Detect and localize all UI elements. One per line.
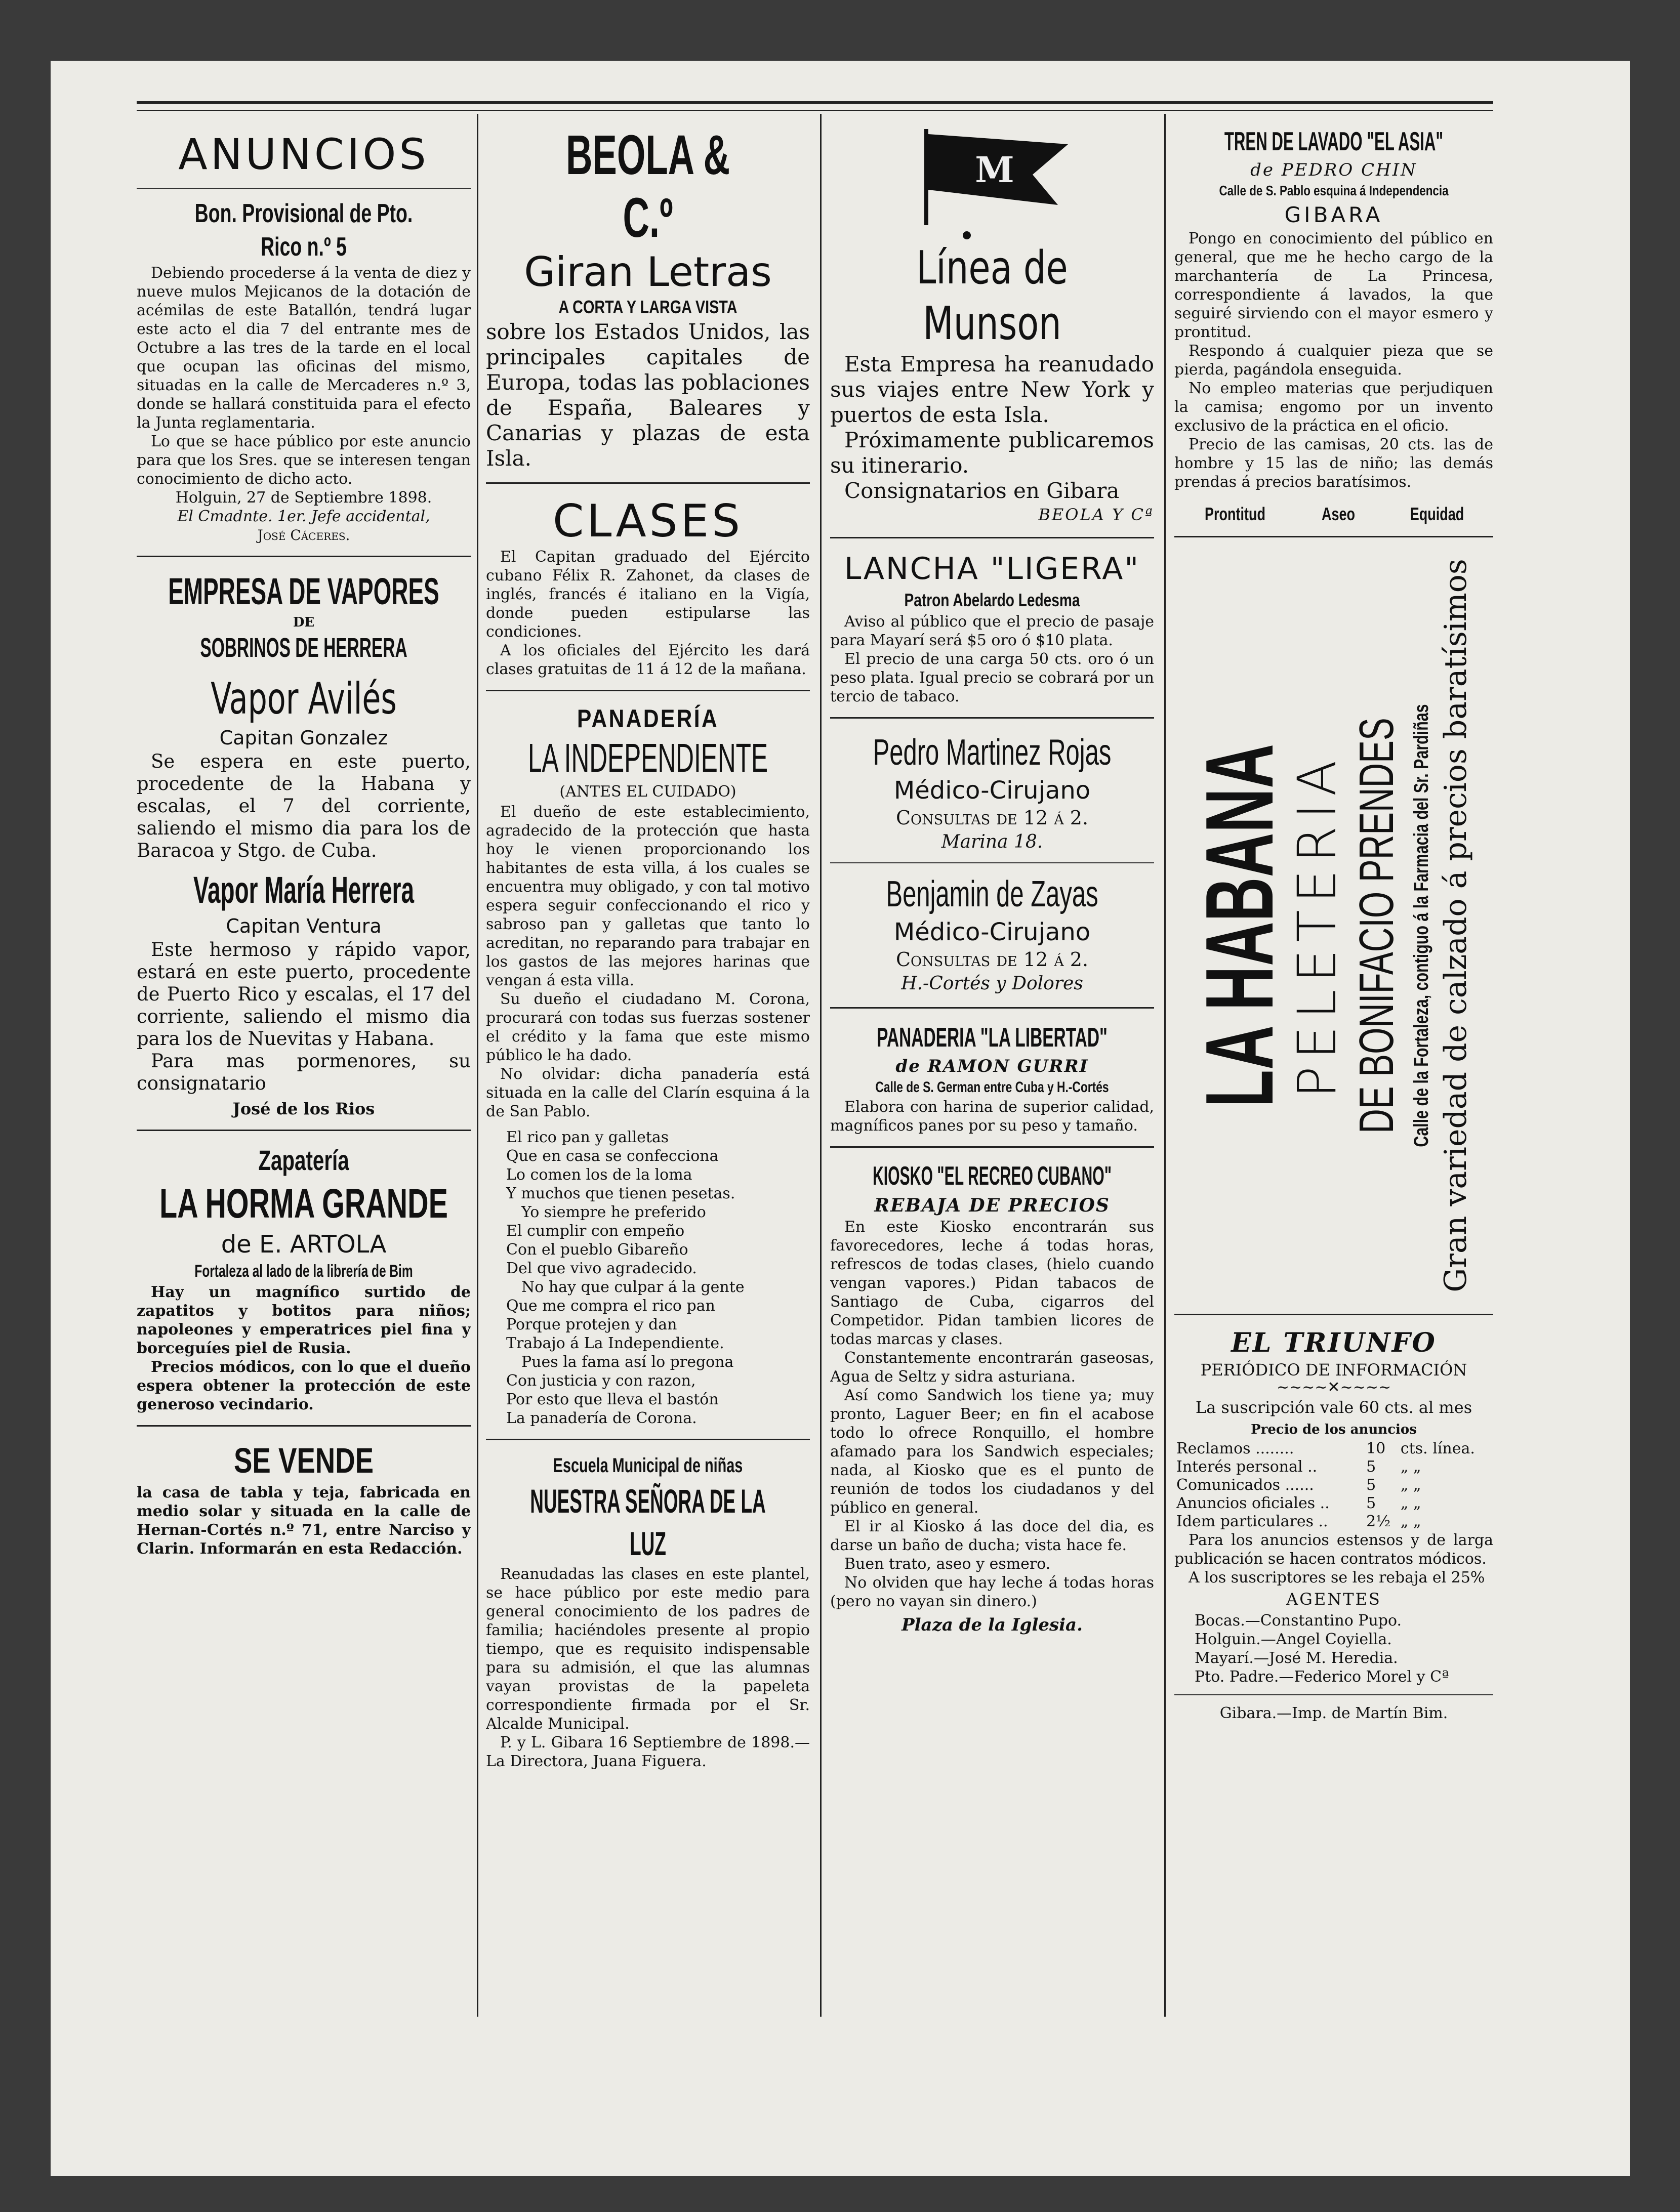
column-rule xyxy=(477,114,478,2017)
tren-title: TREN DE LAVADO "EL ASIA" xyxy=(1224,127,1444,156)
bon-title: Bon. Provisional de Pto. Rico n.º 5 xyxy=(194,199,413,262)
clases-text: El Capitan graduado del Ejército cubano Félix R. Zahonet, da clases de inglés, francés é italiano en la Vigía, donde pueden estipularse las condiciones. xyxy=(486,548,810,641)
price-row xyxy=(1174,1494,1493,1513)
habana-peleteria: PELETERIA xyxy=(1286,753,1348,1098)
escuela-name: NUESTRA SEÑORA DE LA LUZ xyxy=(530,1482,766,1562)
column-1 xyxy=(137,124,471,2017)
tren-city: GIBARA xyxy=(1284,202,1383,227)
price-value: 10 xyxy=(1366,1440,1386,1457)
escuela-date: P. y L. Gibara 16 Septiembre de 1898.—La Directora, Juana Figuera. xyxy=(486,1734,810,1770)
se-vende-title: SE VENDE xyxy=(233,1441,374,1480)
tren-text: No empleo materias que perjudiquen la camisa; engomo por un invento exclusivo de la práctica en el oficio. xyxy=(1174,380,1493,435)
tren-address: Calle de S. Pablo esquina á Independencia xyxy=(1219,183,1449,198)
kiosko-text: Constantemente encontrarán gaseosas, Agua de Seltz y sidra asturiana. xyxy=(830,1349,1154,1386)
beola-text: sobre los Estados Unidos, las principales capitales de Europa, todas las poblaciones de España, Baleares y Canarias y plazas de esta Isla. xyxy=(486,319,810,471)
lancha-title: LANCHA "LIGERA" xyxy=(844,551,1140,587)
bon-date: Holguin, 27 de Septiembre 1898. xyxy=(175,489,432,507)
tren-text: Pongo en conocimiento del público en general, que me he hecho cargo de la marchantería de La Princesa, correspondiente á lavados, la que seguiré sirviendo con el mayor esmero y prontitud. xyxy=(1174,230,1493,341)
habana-variety: Gran variedad de calzado á precios baratísimos xyxy=(1438,559,1473,1292)
agentes-heading: AGENTES xyxy=(1286,1590,1381,1609)
poem-line: Y muchos que tienen pesetas. xyxy=(506,1185,735,1202)
benjamin-role: Médico-Cirujano xyxy=(893,918,1091,946)
poem-line: Que en casa se confecciona xyxy=(506,1147,719,1165)
poem-line: No hay que culpar á la gente xyxy=(521,1278,745,1296)
price-unit: „ „ xyxy=(1400,1476,1421,1494)
price-item: Interés personal .. xyxy=(1176,1458,1318,1476)
triunfo-text: A los suscriptores se les rebaja el 25% xyxy=(1189,1569,1485,1587)
price-unit: „ „ xyxy=(1400,1458,1421,1476)
poem-line: La panadería de Corona. xyxy=(506,1409,697,1427)
habana-title: LA HABANA xyxy=(1186,743,1293,1108)
zapateria-text: Hay un magnífico surtido de zapatitos y botitos para niños; napoleones y emperatrices piel fina y borceguíes piel de Rusia. xyxy=(137,1283,471,1357)
agente: Mayarí.—José M. Heredia. xyxy=(1195,1649,1398,1667)
motto-word: Aseo xyxy=(1321,504,1355,524)
column-2 xyxy=(486,124,810,2017)
price-item: Reclamos ........ xyxy=(1176,1440,1294,1457)
price-value: 5 xyxy=(1366,1476,1376,1494)
pedro-name: Pedro Martinez Rojas xyxy=(873,732,1112,773)
price-item: Comunicados ...... xyxy=(1176,1476,1314,1494)
panaderia-antes: (ANTES EL CUIDADO) xyxy=(559,783,736,801)
libertad-text: Elabora con harina de superior calidad, magníficos panes por su peso y tamaño. xyxy=(830,1098,1154,1135)
munson-text: Próximamente publicaremos su itinerario. xyxy=(830,428,1154,478)
panaderia-text: Su dueño el ciudadano M. Corona, procurará con todas sus fuerzas sostener el crédito y la fama que este mismo público le ha dado. xyxy=(486,990,810,1064)
column-rule xyxy=(820,114,822,2017)
aviles-captain: Capitan Gonzalez xyxy=(219,727,388,749)
agente: Pto. Padre.—Federico Morel y Cª xyxy=(1195,1668,1449,1686)
aviles-title: Vapor Avilés xyxy=(211,674,397,724)
libertad-address: Calle de S. German entre Cuba y H.-Cortés xyxy=(875,1079,1109,1096)
beola-title: BEOLA & C.º xyxy=(565,124,730,249)
triunfo-subtitle: PERIÓDICO DE INFORMACIÓN xyxy=(1200,1360,1467,1380)
maria-text: Este hermoso y rápido vapor, estará en este puerto, procedente de Puerto Rico y escalas, el 17 del corriente, saliendo el mismo dia para los de Nuevitas y Habana. xyxy=(137,939,471,1050)
lancha-text: Aviso al público que el precio de pasaje para Mayarí será $5 oro ó $10 plata. xyxy=(830,613,1154,649)
kiosko-text: Así como Sandwich los tiene ya; muy pronto, Laguer Beer; en fin el acabose todo lo ofrece Ronquillo, el hombre afamado para los Sandwich especiales; nada, al Kiosko que es el punto de reunión de todos los ciudadanos y del público en general. xyxy=(830,1387,1154,1517)
poem-line: El rico pan y galletas xyxy=(506,1129,669,1146)
price-row xyxy=(1174,1513,1493,1531)
motto-word: Prontitud xyxy=(1204,504,1265,524)
habana-advertisement xyxy=(1174,549,1493,1303)
bon-text: Debiendo procederse á la venta de diez y nueve mulos Mejicanos de la dotación de acémilas de este Batallón, tendrá lugar este acto el dia 7 del entrante mes de Octubre a las tres de la tarde en el local que ocupan las oficinas del mismo, situadas en la calle de Mercaderes n.º 3, donde se hallará constituida para el efecto la Junta reglamentaria. xyxy=(137,264,471,432)
tren-text: Precio de las camisas, 20 cts. las de hombre y 15 las de niño; las demás prendas á precios baratísimos. xyxy=(1174,436,1493,491)
precio-heading: Precio de los anuncios xyxy=(1251,1422,1417,1437)
poem-line: Pues la fama así lo pregona xyxy=(521,1353,734,1371)
anuncios-heading: ANUNCIOS xyxy=(178,130,429,179)
price-value: 5 xyxy=(1366,1458,1376,1476)
munson-text: Esta Empresa ha reanudado sus viajes entre New York y puertos de esta Isla. xyxy=(830,352,1154,427)
price-row xyxy=(1174,1440,1493,1458)
maria-signature: José de los Rios xyxy=(232,1099,375,1118)
motto-word: Equidad xyxy=(1410,504,1464,524)
maria-captain: Capitan Ventura xyxy=(226,915,382,937)
kiosko-title: KIOSKO "EL RECREO CUBANO" xyxy=(872,1161,1112,1191)
benjamin-name: Benjamin de Zayas xyxy=(886,874,1098,914)
flag-letter: M xyxy=(975,149,1014,191)
newspaper-page xyxy=(137,101,1493,2027)
poem-line: Yo siempre he preferido xyxy=(521,1203,706,1221)
poem-line: Porque protejen y dan xyxy=(506,1316,677,1333)
price-unit: „ „ xyxy=(1400,1494,1421,1512)
maria-text: Para mas pormenores, su consignatario xyxy=(137,1050,471,1094)
bon-jefe: El Cmadnte. 1er. Jefe accidental, xyxy=(177,508,430,525)
habana-address: Calle de la Fortaleza, contiguo á la Farmacia del Sr. Pardiñas xyxy=(1410,704,1432,1147)
panaderia-text: El dueño de este establecimiento, agradecido de la protección que hasta hoy le vienen proporcionando los habitantes de esta villa, á los cuales se encuentra muy obligado, y con tal motivo espera seguir confeccionando el rico y sabroso pan y galletas que tanto lo acreditan, no reparando para trabajar en los gastos de las mejores harinas que vengan á esta villa. xyxy=(486,803,810,989)
zapateria-owner: de E. ARTOLA xyxy=(221,1230,387,1259)
pedro-address: Marina 18. xyxy=(941,831,1043,852)
munson-text: Consignatarios en Gibara xyxy=(844,478,1120,503)
zapateria-address: Fortaleza al lado de la librería de Bim xyxy=(194,1262,413,1281)
giran-letras: Giran Letras xyxy=(524,248,772,296)
libertad-title: PANADERIA "LA LIBERTAD" xyxy=(877,1022,1108,1053)
benjamin-consultas: Consultas de 12 á 2. xyxy=(895,948,1089,971)
kiosko-text: En este Kiosko encontrarán sus favorecedores, leche á todas horas, refrescos de todas clases, (hielo cuando vengan vapores.) Pidan tabacos de Santiago de Cuba, cigarros del Competidor. Pidan tambien licores de todas marcas y clases. xyxy=(830,1218,1154,1348)
column-rule xyxy=(1164,114,1166,2017)
poem-line: Lo comen los de la loma xyxy=(506,1166,692,1184)
munson-flag-icon xyxy=(906,124,1078,240)
poem-line: Con justicia y con razon, xyxy=(506,1372,696,1390)
price-unit: „ „ xyxy=(1400,1513,1421,1530)
kiosko-text: No olviden que hay leche á todas horas (pero no vayan sin dinero.) xyxy=(830,1574,1154,1610)
triunfo-title: EL TRIUNFO xyxy=(1231,1327,1437,1358)
poem-line: Del que vivo agradecido. xyxy=(506,1260,697,1277)
price-value: 5 xyxy=(1366,1494,1376,1512)
triunfo-text: Para los anuncios estensos y de larga publicación se hacen contratos módicos. xyxy=(1174,1531,1493,1568)
agente: Bocas.—Constantino Pupo. xyxy=(1195,1612,1402,1630)
lancha-patron: Patron Abelardo Ledesma xyxy=(904,590,1080,610)
tren-text: Respondo á cualquier pieza que se pierda, pagándola enseguida. xyxy=(1174,342,1493,379)
imprenta: Gibara.—Imp. de Martín Bim. xyxy=(1219,1704,1448,1722)
se-vende-text: la casa de tabla y teja, fabricada en medio solar y situada en la calle de Hernan-Cortés n.º 71, entre Narciso y Clarin. Informarán en esta Redacción. xyxy=(137,1484,471,1558)
escuela-text: Reanudadas las clases en este plantel, se hace público por este medio para general conocimiento de los padres de familia; haciéndoles presente al propio tiempo, que es requisito indispensable para su admisión, el que las alumnas vayan provistas de la papeleta correspondiente firmada por el Sr. Alcalde Municipal. xyxy=(486,1565,810,1733)
column-4 xyxy=(1174,124,1493,2017)
bon-signature: José Cáceres. xyxy=(257,527,350,544)
kiosko-subtitle: REBAJA DE PRECIOS xyxy=(874,1195,1110,1216)
ornament-divider: ~~~~✕~~~~ xyxy=(1276,1379,1391,1396)
poem-line: Por esto que lleva el bastón xyxy=(506,1391,719,1408)
panaderia-title: PANADERÍA xyxy=(577,704,719,733)
tren-motto xyxy=(1174,504,1493,525)
clases-text: A los oficiales del Ejército les dará clases gratuitas de 11 á 12 de la mañana. xyxy=(486,642,810,678)
pedro-consultas: Consultas de 12 á 2. xyxy=(895,807,1089,829)
maria-title: Vapor María Herrera xyxy=(193,869,415,911)
poem-line: El cumplir con empeño xyxy=(506,1222,685,1240)
aviles-text: Se espera en este puerto, procedente de la Habana y escalas, el 7 del corriente, saliendo el mismo dia para los de Baracoa y Stgo. de Cuba. xyxy=(137,750,471,861)
kiosko-signature: Plaza de la Iglesia. xyxy=(902,1615,1083,1635)
panaderia-poem xyxy=(486,1128,810,1428)
kiosko-text: Buen trato, aseo y esmero. xyxy=(844,1555,1051,1573)
price-value: 2½ xyxy=(1366,1513,1391,1530)
lancha-text: El precio de una carga 50 cts. oro ó un peso plata. Igual precio se cobrará por un tercio de tabaco. xyxy=(830,650,1154,705)
empresa-title: EMPRESA DE VAPORES xyxy=(168,570,439,612)
poem-line: Que me compra el rico pan xyxy=(506,1297,715,1315)
poem-line: Trabajo á La Independiente. xyxy=(506,1334,724,1352)
price-item: Anuncios oficiales .. xyxy=(1176,1494,1330,1512)
price-row xyxy=(1174,1458,1493,1476)
empresa-de: DE xyxy=(293,615,315,630)
panaderia-text: No olvidar: dicha panadería está situada en la calle del Clarín esquina á la de San Pablo. xyxy=(486,1065,810,1120)
zapateria-text: Precios módicos, con lo que el dueño espera obtener la protección de este generoso vecindario. xyxy=(137,1358,471,1413)
habana-owner: DE BONIFACIO PRENDES xyxy=(1349,718,1404,1134)
bon-text: Lo que se hace público por este anuncio para que los Sres. que se interesen tengan conocimiento de dicho acto. xyxy=(137,433,471,488)
corta-larga: A CORTA Y LARGA VISTA xyxy=(558,297,737,317)
price-unit: cts. línea. xyxy=(1400,1440,1475,1457)
clases-title: CLASES xyxy=(552,495,743,547)
price-row xyxy=(1174,1476,1493,1494)
price-table xyxy=(1174,1440,1493,1531)
benjamin-address: H.-Cortés y Dolores xyxy=(901,973,1083,994)
munson-signature: BEOLA Y Cª xyxy=(1038,505,1154,524)
zapateria-title: Zapatería xyxy=(258,1144,349,1176)
column-3 xyxy=(830,124,1154,2017)
libertad-owner: de RAMON GURRI xyxy=(895,1056,1089,1076)
poem-line: Con el pueblo Gibareño xyxy=(506,1241,688,1259)
empresa-subtitle: SOBRINOS DE HERRERA xyxy=(200,633,407,663)
zapateria-name: LA HORMA GRANDE xyxy=(159,1181,448,1227)
triunfo-subscription: La suscripción vale 60 cts. al mes xyxy=(1195,1398,1472,1417)
price-item: Idem particulares .. xyxy=(1176,1513,1328,1530)
pedro-role: Médico-Cirujano xyxy=(893,776,1091,805)
escuela-title: Escuela Municipal de niñas xyxy=(553,1454,743,1477)
kiosko-text: El ir al Kiosko á las doce del dia, es darse un baño de ducha; vista hace fe. xyxy=(830,1518,1154,1554)
tren-owner: de PEDRO CHIN xyxy=(1250,160,1417,180)
munson-title: Línea de Munson xyxy=(916,241,1068,350)
agente: Holguin.—Angel Coyiella. xyxy=(1195,1631,1392,1648)
panaderia-name: LA INDEPENDIENTE xyxy=(527,735,768,780)
